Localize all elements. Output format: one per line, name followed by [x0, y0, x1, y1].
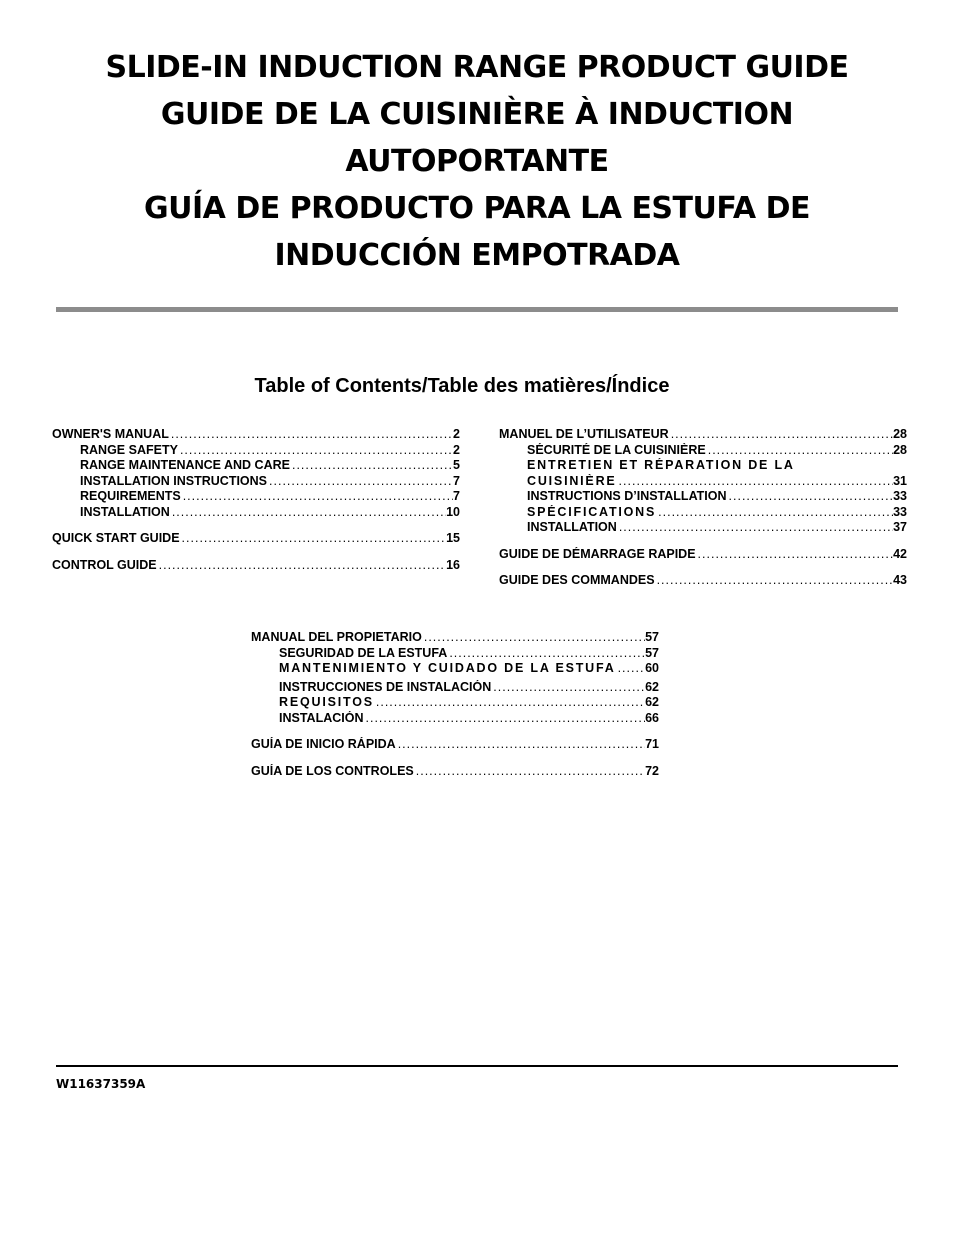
toc-entry-instrucciones[interactable]	[251, 680, 659, 696]
guide-title	[60, 44, 894, 279]
document-code: W11637359A	[56, 1077, 146, 1091]
toc-label: SEGURIDAD DE LA ESTUFA	[279, 645, 448, 660]
toc-entry-manual-propietario[interactable]	[251, 630, 659, 646]
toc-entry-installation[interactable]	[52, 505, 460, 521]
toc-entry-inicio-rapida[interactable]	[251, 737, 659, 753]
toc-label: INSTALLATION	[80, 504, 170, 519]
toc-entry-guide-commandes[interactable]	[499, 573, 907, 589]
toc-entry-instalacion[interactable]	[251, 711, 659, 727]
toc-label: GUÍA DE INICIO RÁPIDA	[251, 737, 396, 751]
title-line-french-1: GUIDE DE LA CUISINIÈRE À INDUCTION	[160, 97, 794, 132]
toc-page: 43	[893, 573, 907, 587]
toc-spanish	[251, 630, 659, 779]
toc-page: 15	[446, 531, 460, 545]
toc-page: 7	[453, 489, 460, 503]
title-line-english: SLIDE-IN INDUCTION RANGE PRODUCT GUIDE	[105, 50, 849, 85]
toc-entry-control-guide[interactable]	[52, 558, 460, 574]
toc-label: MANUEL DE L’UTILISATEUR	[499, 427, 669, 441]
toc-entry-quick-start[interactable]	[52, 531, 460, 547]
title-line-spanish-2: INDUCCIÓN EMPOTRADA	[274, 238, 680, 273]
toc-page: 72	[645, 763, 659, 778]
toc-label: REQUISITOS	[279, 695, 374, 709]
toc-page: 37	[893, 520, 907, 534]
toc-page: 28	[893, 427, 907, 441]
toc-entry-owners-manual[interactable]	[52, 427, 460, 443]
toc-label: REQUIREMENTS	[80, 489, 181, 503]
toc-label: INSTALLATION	[527, 520, 617, 534]
toc-page: 62	[645, 679, 659, 694]
toc-label: MANUAL DEL PROPIETARIO	[251, 630, 422, 644]
toc-page: 33	[893, 504, 907, 519]
toc-entry-cuisiniere[interactable]	[499, 474, 907, 490]
toc-entry-specifications[interactable]	[499, 505, 907, 521]
toc-entry-installation-instructions[interactable]	[52, 474, 460, 490]
toc-label: CONTROL GUIDE	[52, 557, 157, 572]
toc-label: GUIDE DES COMMANDES	[499, 573, 655, 587]
toc-label: INSTRUCCIONES DE INSTALACIÓN	[279, 679, 492, 694]
toc-entry-requirements[interactable]	[52, 489, 460, 505]
toc-entry-range-safety[interactable]	[52, 443, 460, 459]
title-line-french-2: AUTOPORTANTE	[345, 144, 609, 179]
toc-label: SPÉCIFICATIONS	[527, 504, 657, 519]
toc-entry-entretien[interactable]	[499, 458, 907, 474]
toc-entry-seguridad[interactable]	[251, 646, 659, 662]
toc-label: RANGE SAFETY	[80, 442, 178, 457]
toc-heading: Table of Contents/Table des matières/Índice	[254, 375, 670, 397]
toc-page: 62	[645, 695, 659, 709]
toc-label: MANTENIMIENTO Y CUIDADO DE LA ESTUFA	[279, 661, 616, 675]
toc-entry-requisitos[interactable]	[251, 695, 659, 711]
title-line-spanish-1: GUÍA DE PRODUCTO PARA LA ESTUFA DE	[144, 191, 810, 226]
toc-label: SÉCURITÉ DE LA CUISINIÈRE	[527, 442, 706, 457]
toc-page: 57	[645, 630, 659, 644]
toc-label: INSTALACIÓN	[279, 710, 364, 725]
toc-page: 57	[645, 645, 659, 660]
toc-label: OWNER'S MANUAL	[52, 427, 169, 441]
toc-page: 31	[893, 473, 907, 488]
toc-label: INSTRUCTIONS D’INSTALLATION	[527, 489, 727, 503]
toc-entry-controles[interactable]	[251, 764, 659, 780]
toc-label: GUIDE DE DÉMARRAGE RAPIDE	[499, 546, 696, 561]
toc-page: 5	[453, 458, 460, 472]
toc-entry-manuel-utilisateur[interactable]	[499, 427, 907, 443]
toc-french	[499, 427, 907, 589]
toc-entry-maintenance[interactable]	[52, 458, 460, 474]
toc-page: 2	[453, 442, 460, 457]
toc-entry-demarrage-rapide[interactable]	[499, 547, 907, 563]
toc-page: 28	[893, 442, 907, 457]
toc-page: 16	[446, 557, 460, 572]
toc-page: 7	[453, 473, 460, 488]
toc-page: 60	[645, 661, 659, 675]
title-divider	[56, 307, 898, 312]
toc-label: CUISINIÈRE	[527, 473, 617, 488]
toc-page: 71	[645, 737, 659, 751]
toc-label: INSTALLATION INSTRUCTIONS	[80, 473, 268, 488]
toc-entry-mantenimiento[interactable]	[251, 661, 659, 677]
toc-label: ENTRETIEN ET RÉPARATION DE LA	[527, 458, 795, 472]
toc-page: 33	[893, 489, 907, 503]
toc-page: 66	[645, 710, 659, 725]
toc-entry-securite[interactable]	[499, 443, 907, 459]
toc-label: RANGE MAINTENANCE AND CARE	[80, 458, 290, 472]
toc-page: 10	[446, 504, 460, 519]
toc-label: GUÍA DE LOS CONTROLES	[251, 763, 414, 778]
toc-page: 42	[893, 546, 907, 561]
footer-divider	[56, 1065, 898, 1067]
toc-english	[52, 427, 460, 573]
toc-label: QUICK START GUIDE	[52, 531, 180, 545]
toc-entry-instructions-installation[interactable]	[499, 489, 907, 505]
toc-page: 2	[453, 427, 460, 441]
toc-entry-installation-fr[interactable]	[499, 520, 907, 536]
